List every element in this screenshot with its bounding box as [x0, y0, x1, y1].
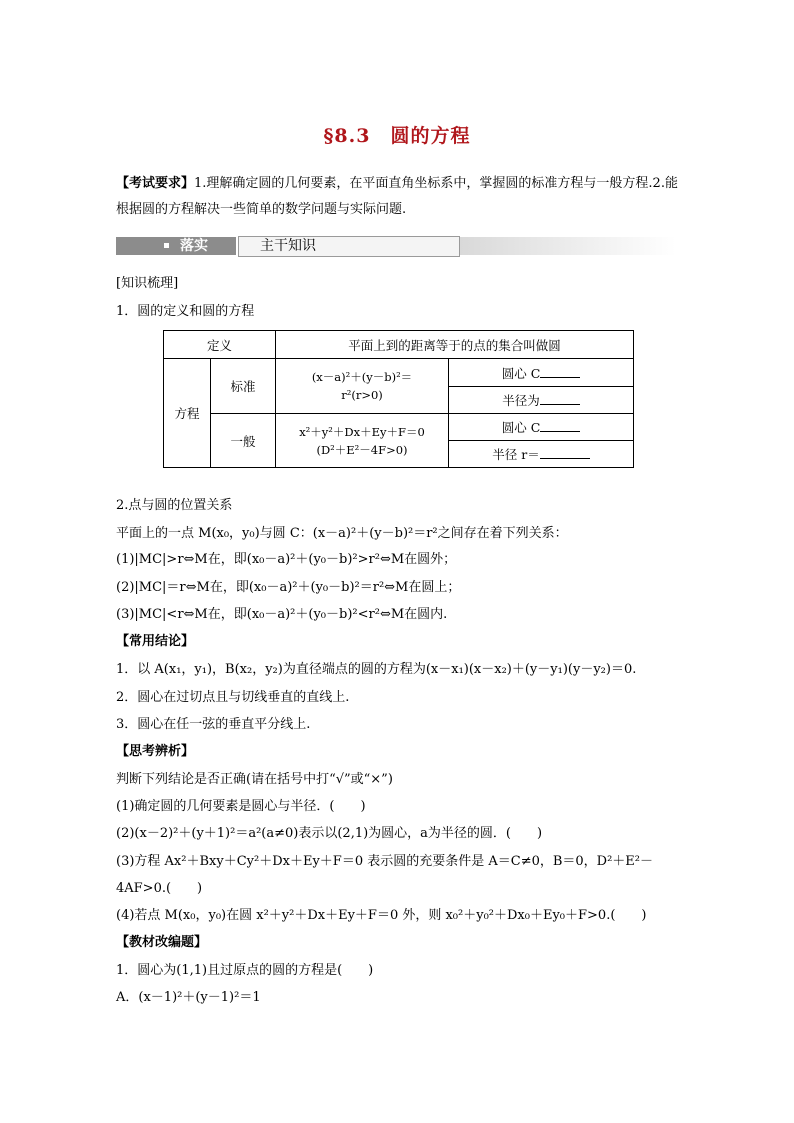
conclusion-item: 3．圆心在任一弦的垂直平分线上. [116, 717, 311, 732]
std-radius-cell: 半径为 [449, 387, 634, 414]
page-title: §8.3 圆的方程 [323, 125, 471, 147]
gen-formula: x²＋y²＋Dx＋Ey＋F＝0 (D²＋E²－4F>0) [276, 414, 449, 468]
conclusion-item: 2．圆心在过切点且与切线垂直的直线上. [116, 690, 350, 705]
section-conclusions-heading: 【常用结论】 [116, 634, 195, 649]
think-item: (1)确定圆的几何要素是圆心与半径．( ) [116, 799, 366, 814]
exam-req-label: 【考试要求】 [116, 176, 195, 191]
gen-label: 一般 [211, 414, 276, 468]
blank-line [540, 392, 580, 405]
section-textbook-heading: 【教材改编题】 [116, 935, 208, 950]
blank-line [540, 446, 590, 459]
conclusion-item: 1．以 A(x₁，y₁)，B(x₂，y₂)为直径端点的圆的方程为(x－x₁)(x－x₂)＋(y－y₁)(y－y₂)＝0. [116, 662, 637, 677]
banner-left-label: 落实 [180, 238, 208, 254]
def-text: 平面上到的距离等于的点的集合叫做圆 [276, 331, 634, 359]
std-center-cell: 圆心 C [449, 359, 634, 387]
square-bullet-icon [164, 243, 169, 248]
item2-case: (2)|MC|＝r⇔M在，即(x₀－a)²＋(y₀－b)²＝r²⇔M在圆上； [116, 580, 461, 595]
item2-intro: 平面上的一点 M(x₀，y₀)与圆 C：(x－a)²＋(y－b)²＝r²之间存在着下列关系： [116, 526, 568, 541]
think-item: 4AF>0.( ) [116, 881, 203, 896]
banner-right-label: 主干知识 [260, 238, 316, 254]
think-intro: 判断下列结论是否正确(请在括号中打“√”或“×”) [116, 772, 393, 787]
def-label: 定义 [164, 331, 276, 359]
think-item: (2)(x－2)²＋(y＋1)²＝a²(a≠0)表示以(2,1)为圆心，a为半径的圆．( ) [116, 826, 543, 841]
item2-case: (3)|MC|<r⇔M在，即(x₀－a)²＋(y₀－b)²<r²⇔M在圆内. [116, 607, 448, 622]
think-item: (4)若点 M(x₀，y₀)在圆 x²＋y²＋Dx＋Ey＋F＝0 外，则 x₀²＋y₀²＋Dx₀＋Ey₀＋F>0.( ) [116, 908, 647, 923]
blank-line [540, 419, 580, 432]
eq-label: 方程 [164, 359, 211, 468]
exam-requirements [116, 171, 682, 223]
item2-case: (1)|MC|>r⇔M在，即(x₀－a)²＋(y₀－b)²>r²⇔M在圆外； [116, 552, 457, 567]
std-formula: (x－a)²＋(y－b)²＝ r²(r>0) [276, 359, 449, 414]
item2-title: 2.点与圆的位置关系 [116, 498, 233, 513]
think-item: (3)方程 Ax²＋Bxy＋Cy²＋Dx＋Ey＋F＝0 表示圆的充要条件是 A＝C≠0，B＝0，D²＋E²－ [116, 854, 654, 869]
item1-title: 1．圆的定义和圆的方程 [116, 304, 255, 319]
std-label: 标准 [211, 359, 276, 414]
gen-center-cell: 圆心 C [449, 414, 634, 441]
blank-line [540, 365, 580, 378]
circle-equation-table [163, 330, 634, 468]
textbook-option-a: A．(x－1)²＋(y－1)²＝1 [116, 990, 261, 1005]
section-think-heading: 【思考辨析】 [116, 744, 195, 759]
section-banner [116, 235, 676, 259]
exam-req-text: 1.理解确定圆的几何要素，在平面直角坐标系中，掌握圆的标准方程与一般方程.2.能根据圆的方程解决一些简单的数学问题与实际问题. [116, 176, 678, 217]
section-knowledge-heading: [知识梳理] [116, 276, 179, 291]
textbook-question: 1．圆心为(1,1)且过原点的圆的方程是( ) [116, 963, 374, 978]
gen-radius-cell: 半径 r＝ [449, 441, 634, 468]
